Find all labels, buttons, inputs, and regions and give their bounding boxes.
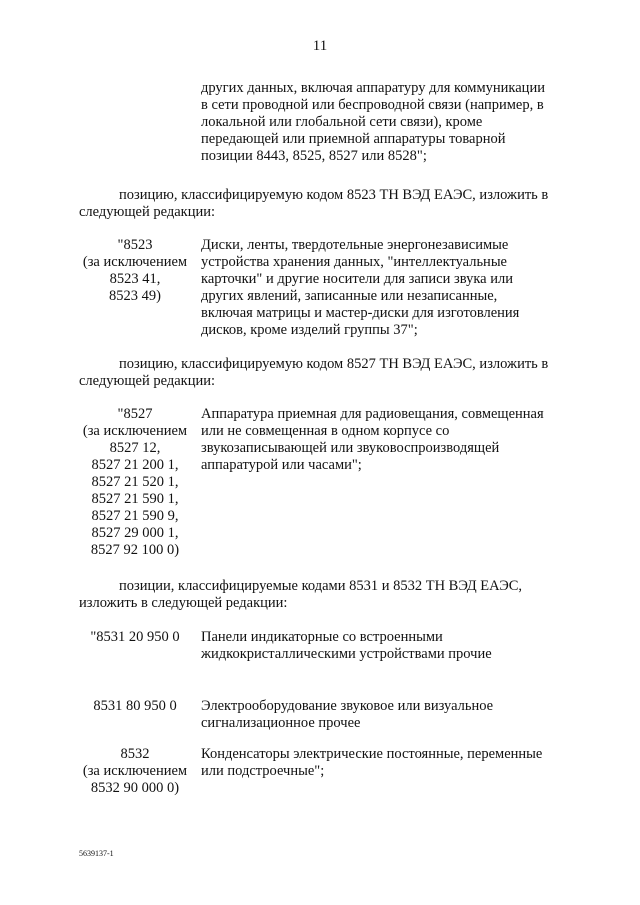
text-line: Панели индикаторные со встроенными bbox=[201, 629, 443, 645]
code-8532 bbox=[78, 746, 192, 797]
text-line: других данных, включая аппаратуру для коммуникации bbox=[201, 80, 545, 96]
code-line: 8527 21 590 1, bbox=[91, 491, 179, 507]
code-line: 8527 12, bbox=[109, 440, 161, 456]
text-line: аппаратурой или часами"; bbox=[201, 457, 362, 473]
text-line: или подстроечные"; bbox=[201, 763, 325, 779]
code-line: 8523 49) bbox=[109, 288, 161, 304]
code-line: 8527 92 100 0) bbox=[90, 542, 180, 558]
text-line: позиции 8443, 8525, 8527 или 8528"; bbox=[201, 148, 427, 164]
description-8532 bbox=[201, 746, 542, 780]
code-line: "8523 bbox=[117, 237, 153, 253]
text-line: позицию, классифицируемую кодом 8523 ТН ВЭД ЕАЭС, изложить в bbox=[119, 187, 549, 203]
text-line: Аппаратура приемная для радиовещания, совмещенная bbox=[201, 406, 544, 422]
code-line: (за исключением bbox=[82, 423, 188, 439]
paragraph-8523 bbox=[79, 187, 569, 221]
text-line: изложить в следующей редакции: bbox=[79, 595, 288, 611]
code-line: 8527 21 200 1, bbox=[91, 457, 179, 473]
text-line: передающей или приемной аппаратуры товарной bbox=[201, 131, 506, 147]
text-line: Конденсаторы электрические постоянные, переменные bbox=[201, 746, 543, 762]
text-line: других явлений, записанные или незаписанные, bbox=[201, 288, 498, 304]
code-line: 8532 bbox=[120, 746, 150, 762]
code-line: 8527 29 000 1, bbox=[91, 525, 179, 541]
continuation-text bbox=[201, 80, 571, 165]
page-number: 11 bbox=[312, 38, 328, 54]
description-8531-20 bbox=[201, 629, 492, 663]
text-line: позиции, классифицируемые кодами 8531 и 8532 ТН ВЭД ЕАЭС, bbox=[119, 578, 523, 594]
description-8531-80 bbox=[201, 698, 493, 732]
code-line: "8527 bbox=[117, 406, 153, 422]
text-line: устройства хранения данных, "интеллектуальные bbox=[201, 254, 507, 270]
code-line: "8531 20 950 0 bbox=[90, 629, 180, 645]
text-line: жидкокристаллическими устройствами прочие bbox=[201, 646, 492, 662]
description-8523 bbox=[201, 237, 519, 339]
text-line: дисков, кроме изделий группы 37"; bbox=[201, 322, 418, 338]
code-line: 8532 90 000 0) bbox=[90, 780, 180, 796]
code-line: 8523 41, bbox=[109, 271, 161, 287]
text-line: позицию, классифицируемую кодом 8527 ТН ВЭД ЕАЭС, изложить в bbox=[119, 356, 549, 372]
code-8523 bbox=[78, 237, 192, 305]
code-line: (за исключением bbox=[82, 763, 188, 779]
text-line: включая матрицы и мастер-диски для изготовления bbox=[201, 305, 520, 321]
text-line: Электрооборудование звуковое или визуальное bbox=[201, 698, 494, 714]
code-line: 8527 21 590 9, bbox=[91, 508, 179, 524]
text-line: сигнализационное прочее bbox=[201, 715, 361, 731]
description-8527 bbox=[201, 406, 544, 474]
text-line: в сети проводной или беспроводной связи (например, в bbox=[201, 97, 544, 113]
paragraph-8531-8532 bbox=[79, 578, 569, 612]
text-line: следующей редакции: bbox=[79, 373, 216, 389]
document-id-footer: 5639137-1 bbox=[79, 849, 114, 858]
text-line: локальной или глобальной сети связи), кроме bbox=[201, 114, 483, 130]
paragraph-8527 bbox=[79, 356, 569, 390]
text-line: звукозаписывающей или звуковоспроизводящей bbox=[201, 440, 500, 456]
code-line: 8531 80 950 0 bbox=[93, 698, 177, 714]
text-line: или не совмещенная в одном корпусе со bbox=[201, 423, 450, 439]
code-8531-20 bbox=[78, 629, 192, 646]
code-line: 8527 21 520 1, bbox=[91, 474, 179, 490]
code-line: (за исключением bbox=[82, 254, 188, 270]
code-8531-80 bbox=[78, 698, 192, 715]
text-line: Диски, ленты, твердотельные энергонезависимые bbox=[201, 237, 509, 253]
text-line: карточки" и другие носители для записи звука или bbox=[201, 271, 513, 287]
code-8527 bbox=[78, 406, 192, 559]
text-line: следующей редакции: bbox=[79, 204, 216, 220]
